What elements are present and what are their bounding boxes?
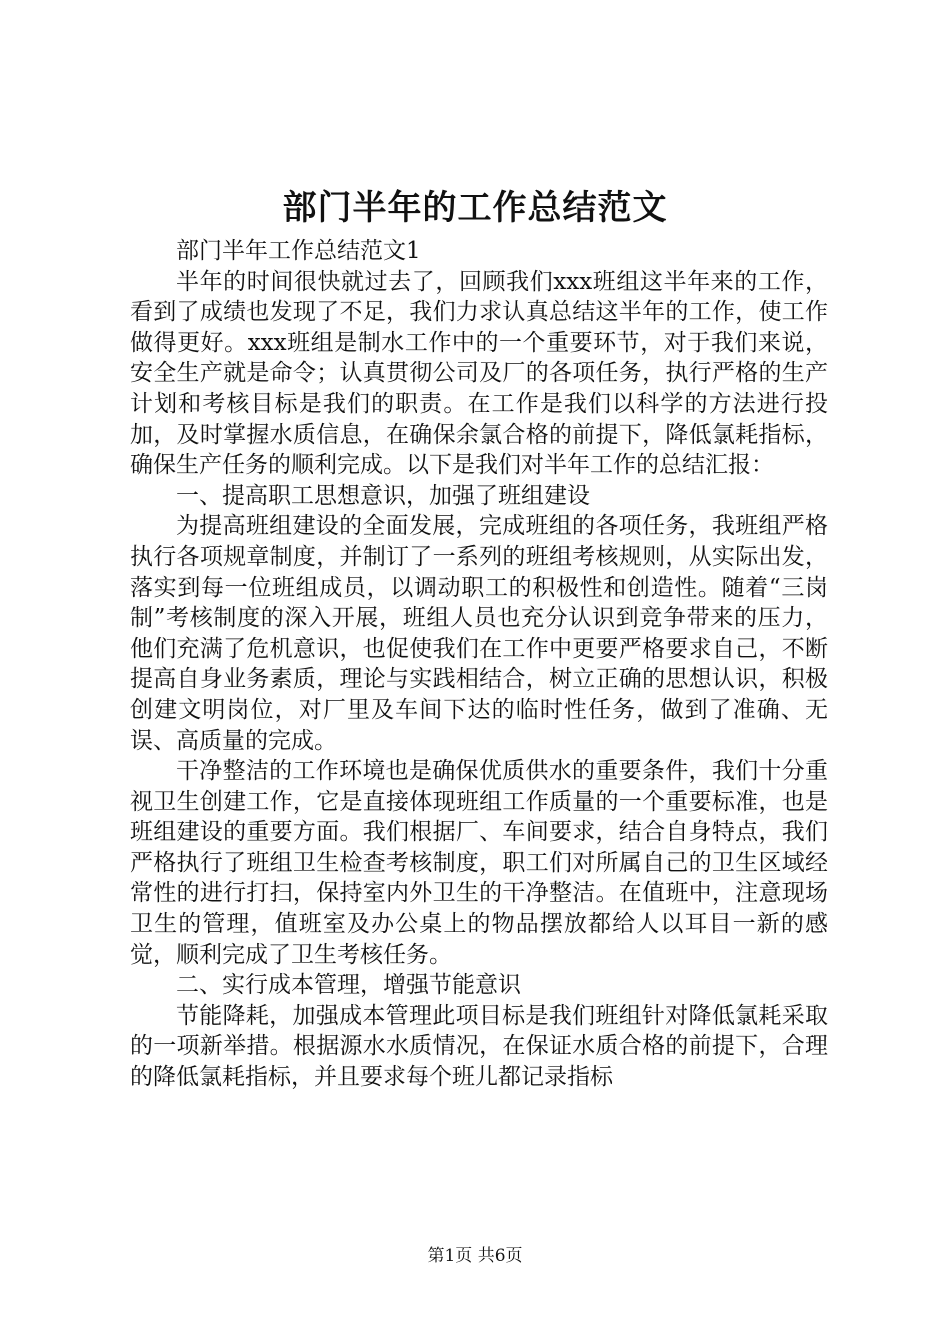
- section-heading: 二、实行成本管理，增强节能意识: [176, 972, 521, 999]
- paragraph: 半年的时间很快就过去了，回顾我们xxx班组这半年来的工作，看到了成绩也发现了不足，我们力求认真总结这半年的工作，使工作做得更好。xxx班组是制水工作中的一个重要环节，对于我们来说，安全生产就是命令；认真贯彻公司及厂的各项任务，执行严格的生产计划和考核目标是我们的职责。在工作是我们以科学的方法进行投加，及时掌握水质信息，在确保余氯合格的前提下，降低氯耗指标，确保生产任务的顺利完成。以下是我们对半年工作的总结汇报：: [130, 268, 828, 479]
- paragraph: 节能降耗，加强成本管理此项目标是我们班组针对降低氯耗采取的一项新举措。根据源水水质情况，在保证水质合格的前提下，合理的降低氯耗指标，并且要求每个班儿都记录指标: [130, 1002, 828, 1091]
- section-heading: 部门半年工作总结范文1: [176, 238, 421, 264]
- paragraph: 干净整洁的工作环境也是确保优质供水的重要条件，我们十分重视卫生创建工作，它是直接体现班组工作质量的一个重要标准，也是班组建设的重要方面。我们根据厂、车间要求，结合自身特点，我们严格执行了班组卫生检查考核制度，职工们对所属自己的卫生区域经常性的进行打扫，保持室内外卫生的干净整洁。在值班中，注意现场卫生的管理，值班室及办公桌上的物品摆放都给人以耳目一新的感觉，顺利完成了卫生考核任务。: [130, 758, 828, 968]
- paragraph: 为提高班组建设的全面发展，完成班组的各项任务，我班组严格执行各项规章制度，并制订了一系列的班组考核规则，从实际出发，落实到每一位班组成员，以调动职工的积极性和创造性。随着“三岗制”考核制度的深入开展，班组人员也充分认识到竞争带来的压力，他们充满了危机意识，也促使我们在工作中更要严格要求自己，不断提高自身业务素质，理论与实践相结合，树立正确的思想认识，积极创建文明岗位，对厂里及车间下达的临时性任务，做到了准确、无误、高质量的完成。: [130, 513, 828, 754]
- document-body: [130, 236, 828, 1093]
- document-title: 部门半年的工作总结范文: [282, 188, 668, 228]
- section-heading: 一、提高职工思想意识，加强了班组建设: [176, 482, 590, 509]
- page-footer: 第1页 共6页: [427, 1246, 523, 1266]
